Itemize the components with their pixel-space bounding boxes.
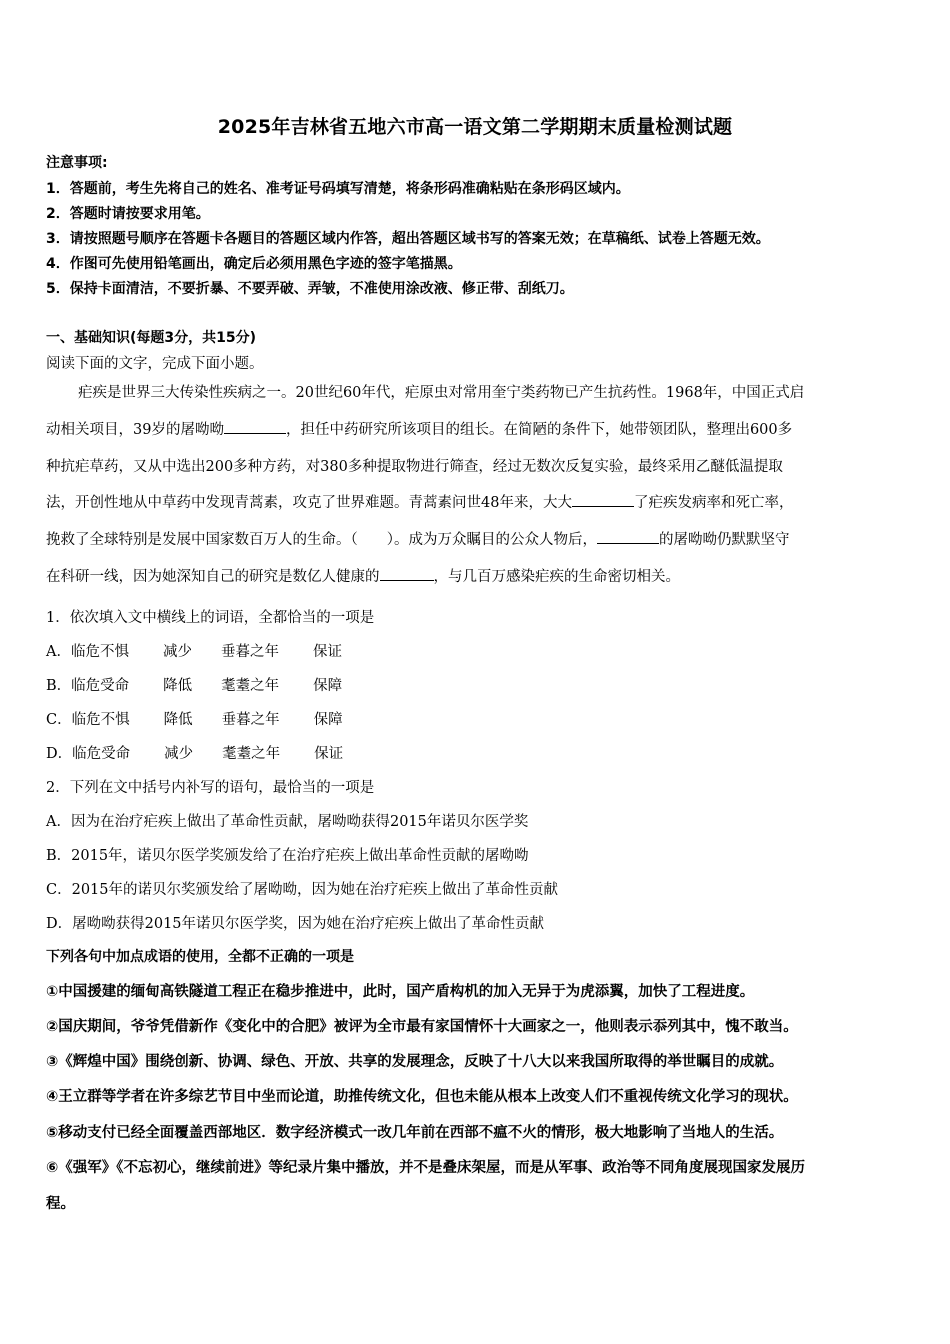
passage-text: 在科研一线，因为她深知自己的研究是数亿人健康的 [46,568,380,585]
passage-text: 动相关项目，39岁的屠呦呦 [46,421,224,438]
notice-item: 5．保持卡面清洁，不要折暴、不要弄破、弄皱，不准使用涂改液、修正带、刮纸刀。 [46,281,574,297]
option-c: C．2015年的诺贝尔奖颁发给了屠呦呦，因为她在治疗疟疾上做出了革命性贡献 [46,882,558,898]
notice-item: 2．答题时请按要求用笔。 [46,206,210,222]
option-c [46,708,343,729]
passage-text: 法，开创性地从中草药中发现青蒿素，攻克了世界难题。青蒿素问世48年来，大大 [46,495,572,512]
option-word: 降低 [163,678,193,694]
passage-text: ，担任中药研究所该项目的组长。在简陋的条件下，她带领团队，整理出600多 [285,421,793,438]
notice-item: 3．请按照题号顺序在答题卡各题目的答题区域内作答，超出答题区域书写的答案无效；在草稿纸、试卷上答题无效。 [46,231,770,247]
fill-blank [572,492,634,507]
option-label: D． [46,746,73,762]
option-d [46,742,343,763]
reading-instruction: 阅读下面的文字，完成下面小题。 [46,356,264,372]
option-b [46,674,342,695]
passage-text: ，与几百万感染疟疾的生命密切相关。 [433,568,680,585]
sentence-item: ②国庆期间，爷爷凭借新作《变化中的合肥》被评为全市最有家国情怀十大画家之一，他则表示忝列其中，愧不敢当。 [46,1019,798,1035]
passage-line [46,522,908,559]
sentence-item: ⑤移动支付已经全面覆盖西部地区．数字经济模式一改几年前在西部不瘟不火的情形，极大地影响了当地人的生活。 [46,1125,784,1141]
option-label: B． [46,678,72,694]
passage-line [46,412,908,449]
sentence-item: ④王立群等学者在许多综艺节目中坐而论道，助推传统文化，但也未能从根本上改变人们不重视传统文化学习的现状。 [46,1089,798,1105]
option-b: B．2015年，诺贝尔医学奖颁发给了在治疗疟疾上做出革命性贡献的屠呦呦 [46,848,529,864]
option-word: 降低 [163,712,193,728]
section-heading: 一、基础知识(每题3分，共15分) [46,330,257,346]
option-word: 临危不惧 [70,644,129,660]
option-word: 临危不惧 [71,712,130,728]
option-word: 保障 [313,678,343,694]
option-word: 临危受命 [71,678,130,694]
option-word: 保障 [313,712,343,728]
passage-line: 种抗疟草药，又从中选出200多种方药，对380多种提取物进行筛查，经过无数次反复实验，最终采用乙醚低温提取 [46,458,783,475]
sentence-item: 程。 [46,1196,75,1212]
passage-text: 挽救了全球特别是发展中国家数百万人的生命。（ ）。成为万众瞩目的公众人物后， [46,532,597,549]
option-word: 临危受命 [72,746,131,762]
sentence-item: ①中国援建的缅甸高铁隧道工程正在稳步推进中，此时，国产盾构机的加入无异于为虎添翼，加快了工程进度。 [46,984,755,1000]
option-word: 垂暮之年 [220,644,279,660]
option-a: A．因为在治疗疟疾上做出了革命性贡献，屠呦呦获得2015年诺贝尔医学奖 [46,814,529,830]
passage-text: 了疟疾发病率和死亡率， [633,495,794,512]
passage-line [46,485,908,522]
option-word: 耄耋之年 [222,746,281,762]
fill-blank [597,529,659,544]
fill-blank [224,419,286,434]
option-d: D．屠呦呦获得2015年诺贝尔医学奖，因为她在治疗疟疾上做出了革命性贡献 [46,916,545,932]
passage-line: 疟疾是世界三大传染性疾病之一。20世纪60年代，疟原虫对常用奎宁类药物已产生抗药性。1968年，中国正式启 [78,385,805,401]
sentence-item: ③《辉煌中国》围绕创新、协调、绿色、开放、共享的发展理念，反映了十八大以来我国所取得的举世瞩目的成就。 [46,1054,784,1070]
notice-item: 1．答题前，考生先将自己的姓名、准考证号码填写清楚，将条形码准确粘贴在条形码区域内。 [46,181,630,197]
question-stem: 1．依次填入文中横线上的词语，全都恰当的一项是 [46,610,375,626]
reading-passage [46,375,908,596]
option-label: A． [46,644,71,660]
option-word: 保证 [314,746,344,762]
option-a [46,640,342,661]
option-word: 垂暮之年 [221,712,280,728]
sentence-item: ⑥《强军》《不忘初心，继续前进》等纪录片集中播放，并不是叠床架屋，而是从军事、政治等不同角度展现国家发展历 [46,1160,806,1176]
option-label: C． [46,712,72,728]
option-word: 减少 [164,746,194,762]
page-title: 2025年吉林省五地六市高一语文第二学期期末质量检测试题 [217,116,733,138]
notice-heading: 注意事项: [46,155,108,171]
passage-line [46,559,908,596]
notice-item: 4．作图可先使用铅笔画出，确定后必须用黑色字迹的签字笔描黑。 [46,256,462,272]
fill-blank [380,566,434,581]
passage-text: 的屠呦呦仍默默坚守 [659,532,790,549]
question-stem: 2．下列在文中括号内补写的语句，最恰当的一项是 [46,780,375,796]
option-word: 耄耋之年 [221,678,280,694]
option-word: 保证 [312,644,342,660]
question-stem: 下列各句中加点成语的使用，全都不正确的一项是 [46,949,354,965]
option-word: 减少 [162,644,192,660]
